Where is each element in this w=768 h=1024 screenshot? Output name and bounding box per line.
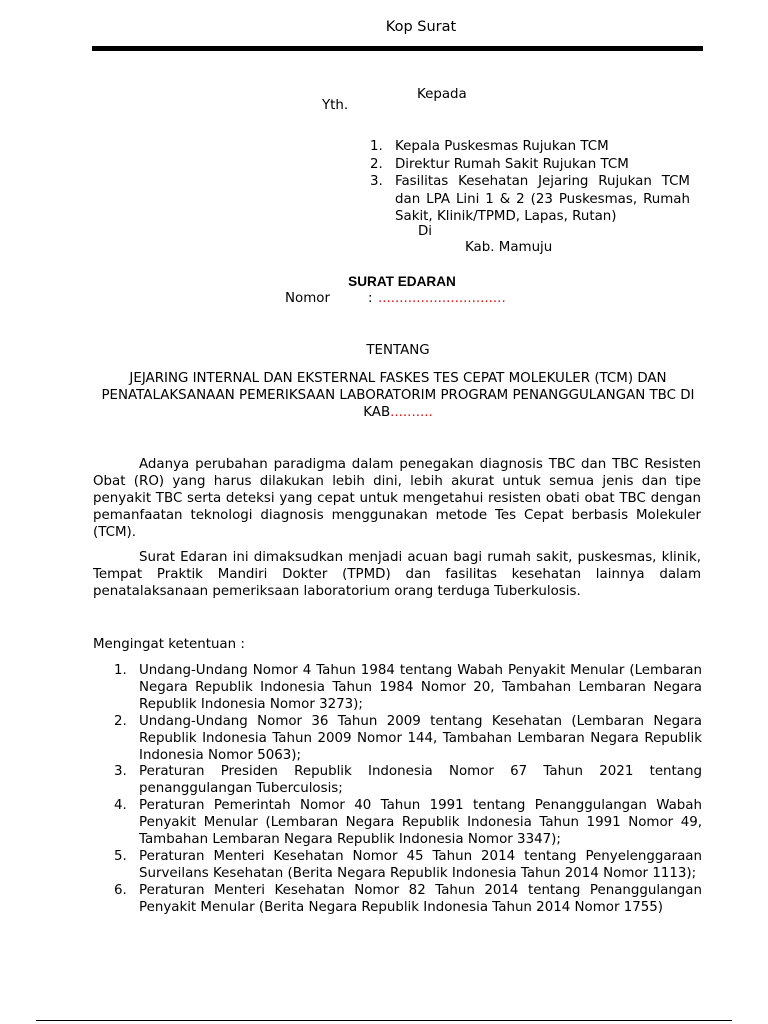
regulation-item bbox=[114, 764, 702, 798]
di-label: Di bbox=[418, 224, 433, 239]
recipient-item bbox=[370, 156, 690, 174]
recipient-number: 1. bbox=[370, 139, 383, 154]
kepada-label: Kepada bbox=[417, 87, 467, 102]
regulation-text: Undang-Undang Nomor 36 Tahun 2009 tentang Kesehatan (Lembaran Negara Republik Indonesia Tahun 2009 Nomor 144, Tambahan Lembaran Negara Republik Indonesia Nomor 5063); bbox=[139, 713, 702, 763]
regulation-number: 3. bbox=[114, 764, 127, 780]
recipient-item bbox=[370, 173, 690, 226]
page-bottom-rule bbox=[36, 1020, 732, 1021]
letter-title: SURAT EDARAN bbox=[348, 274, 456, 289]
recipient-text: Direktur Rumah Sakit Rujukan TCM bbox=[395, 156, 629, 172]
recipient-list bbox=[370, 138, 690, 226]
letterhead-label: Kop Surat bbox=[385, 19, 457, 35]
regulation-number: 1. bbox=[114, 663, 127, 678]
letterhead-rule bbox=[92, 46, 703, 51]
tentang-heading: TENTANG bbox=[366, 343, 430, 358]
regulation-item bbox=[114, 849, 702, 883]
regulation-number: 2. bbox=[114, 713, 127, 729]
regulation-item bbox=[114, 714, 702, 765]
regulation-item bbox=[114, 663, 702, 714]
regulation-item bbox=[114, 798, 702, 849]
mengingat-label: Mengingat ketentuan : bbox=[93, 637, 245, 652]
nomor-placeholder: .............................. bbox=[378, 291, 506, 306]
body-paragraph-1: Adanya perubahan paradigma dalam penegakan diagnosis TBC dan TBC Resisten Obat (RO) yang harus dilakukan lebih dini, lebih akurat untuk semua jenis dan tipe penyakit TBC serta deteksi yang cepat untuk mengetahui resisten obati obat TBC dengan pemanfaatan teknologi diagnosis menggunakan metode Tes Cepat berbasis Molekuler (TCM). bbox=[93, 457, 701, 540]
letter-subject bbox=[100, 370, 696, 421]
subject-text: JEJARING INTERNAL DAN EKSTERNAL FASKES TES CEPAT MOLEKULER (TCM) DAN PENATALAKSANAAN PEMERIKSAAN LABORATORIM PROGRAM PENANGGULANGAN TBC DI KAB bbox=[101, 371, 695, 420]
regulation-number: 4. bbox=[114, 798, 127, 814]
regulation-text: Peraturan Menteri Kesehatan Nomor 82 Tahun 2014 tentang Penanggulangan Penyakit Menular (Berita Negara Republik Indonesia Tahun 2014 Nomor 1755) bbox=[139, 882, 702, 915]
regulation-text: Undang-Undang Nomor 4 Tahun 1984 tentang Wabah Penyakit Menular (Lembaran Negara Republik Indonesia Tahun 1984 Nomor 20, Tambahan Lembaran Negara Republik Indonesia Nomor 3273); bbox=[139, 663, 702, 712]
regulation-item bbox=[114, 883, 702, 917]
regulation-text: Peraturan Pemerintah Nomor 40 Tahun 1991 tentang Penanggulangan Wabah Penyakit Menular (Lembaran Negara Republik Indonesia Tahun 1991 Nomor 49, Tambahan Lembaran Negara Republik Indonesia Nomor 3347); bbox=[139, 798, 702, 848]
recipient-number: 3. bbox=[370, 174, 383, 189]
recipient-number: 2. bbox=[370, 156, 383, 172]
recipient-text: Fasilitas Kesehatan Jejaring Rujukan TCM dan LPA Lini 1 & 2 (23 Puskesmas, Rumah Sakit, Klinik/TPMD, Lapas, Rutan) bbox=[395, 174, 690, 224]
subject-placeholder: .......... bbox=[390, 405, 433, 420]
recipient-text: Kepala Puskesmas Rujukan TCM bbox=[395, 139, 609, 154]
regulation-list bbox=[114, 663, 702, 917]
regulation-number: 5. bbox=[114, 848, 127, 864]
nomor-label: Nomor bbox=[285, 291, 330, 306]
regulation-text: Peraturan Menteri Kesehatan Nomor 45 Tahun 2014 tentang Penyelenggaraan Surveilans Kesehatan (Berita Negara Republik Indonesia Tahun 2014 Nomor 1113); bbox=[139, 848, 702, 881]
recipient-item bbox=[370, 138, 690, 156]
regulation-text: Peraturan Presiden Republik Indonesia Nomor 67 Tahun 2021 tentang penanggulangan Tuberculosis; bbox=[139, 764, 702, 797]
body-paragraph-2: Surat Edaran ini dimaksudkan menjadi acuan bagi rumah sakit, puskesmas, klinik, Tempat Praktik Mandiri Dokter (TPMD) dan fasilitas kesehatan lainnya dalam penatalaksanaan pemeriksaan laboratorium orang terduga Tuberkulosis. bbox=[93, 550, 701, 599]
place-label: Kab. Mamuju bbox=[465, 240, 553, 255]
nomor-colon: : bbox=[368, 291, 373, 306]
regulation-number: 6. bbox=[114, 882, 127, 898]
yth-label: Yth. bbox=[322, 98, 349, 113]
